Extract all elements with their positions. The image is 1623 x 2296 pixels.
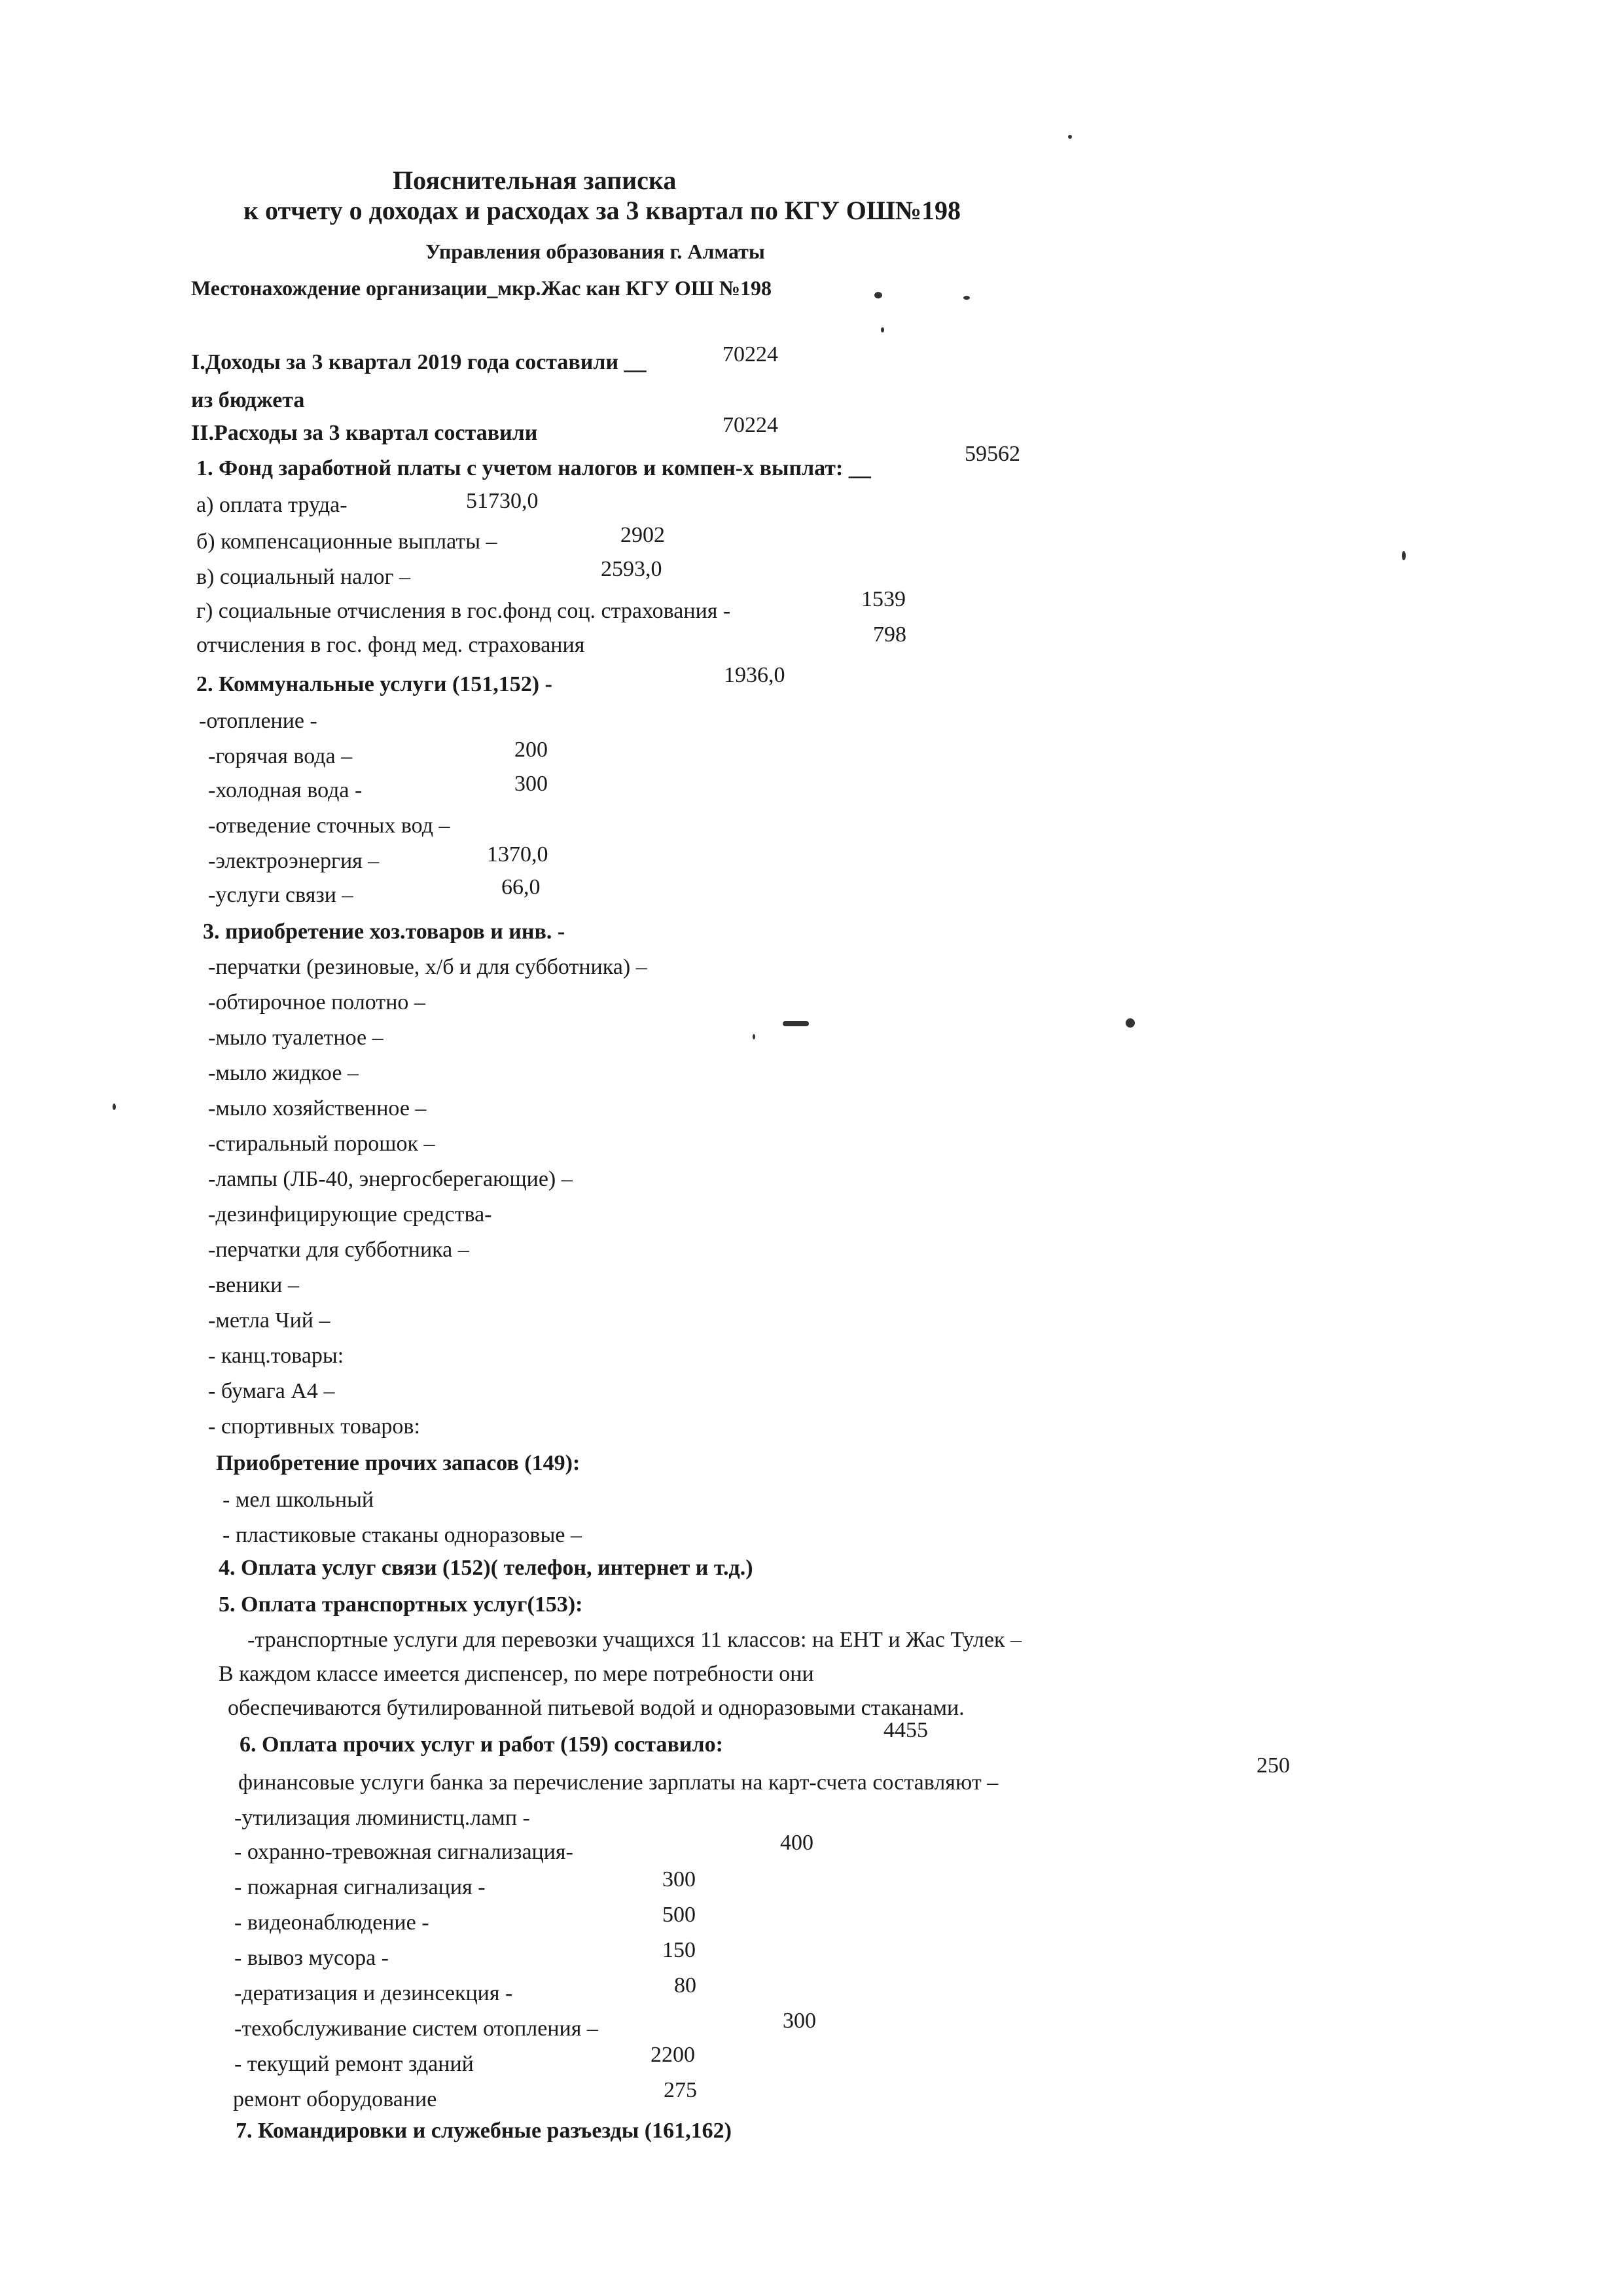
payroll-heading: 1. Фонд заработной платы с учетом налогов и компен-х выплат: __ (196, 456, 871, 480)
other-stock-item: - мел школьный (223, 1488, 374, 1512)
supplies-item: - спортивных товаров: (208, 1414, 420, 1439)
payroll-item-label: б) компенсационные выплаты – (196, 529, 497, 554)
utilities-item-label: -холодная вода - (208, 778, 363, 802)
supplies-item: -мыло туалетное – (208, 1026, 383, 1050)
payroll-item-label: отчисления в гос. фонд мед. страхования (196, 633, 585, 657)
scan-speck (783, 1021, 809, 1026)
payroll-item-label: г) социальные отчисления в гос.фонд соц. страхования - (196, 599, 731, 623)
supplies-heading: 3. приобретение хоз.товаров и инв. - (203, 920, 565, 944)
income-label: I.Доходы за 3 квартал 2019 года составили __ (191, 350, 647, 374)
service-item-label: -дератизация и дезинсекция - (234, 1981, 513, 2005)
document-subtitle: к отчету о доходах и расходах за 3 квартал по КГУ ОШ№198 (243, 196, 961, 225)
utilities-value: 1936,0 (724, 663, 785, 687)
supplies-item: - бумага А4 – (208, 1379, 335, 1403)
service-item-label: - видеонаблюдение - (234, 1910, 429, 1935)
bank-services-label: финансовые услуги банка за перечисление зарплаты на карт-счета составляют – (238, 1770, 999, 1795)
service-item-label: -утилизация люминистц.ламп - (234, 1806, 530, 1830)
other-stock-item: - пластиковые стаканы одноразовые – (223, 1523, 582, 1547)
travel-heading: 7. Командировки и служебные разъезды (161,162) (236, 2119, 732, 2143)
service-item-label: - охранно-тревожная сигнализация- (234, 1840, 573, 1864)
payroll-item-value: 51730,0 (466, 489, 539, 513)
payroll-item-label: а) оплата труда- (196, 493, 348, 517)
utilities-item-label: -отопление - (199, 709, 317, 733)
scan-speck (1126, 1018, 1135, 1028)
utilities-item-label: -отведение сточных вод – (208, 814, 450, 838)
utilities-item-label: -услуги связи – (208, 883, 353, 907)
scan-speck (963, 296, 970, 300)
payroll-item-value: 798 (873, 622, 906, 647)
scan-speck (1402, 551, 1406, 560)
department-name: Управления образования г. Алматы (425, 240, 765, 263)
supplies-item: - канц.товары: (208, 1344, 344, 1368)
scan-speck (874, 292, 882, 298)
transport-heading: 5. Оплата транспортных услуг(153): (219, 1592, 583, 1617)
supplies-item: -лампы (ЛБ-40, энергосберегающие) – (208, 1167, 573, 1191)
scan-speck (881, 327, 884, 332)
supplies-item: -обтирочное полотно – (208, 990, 425, 1014)
bank-services-value: 250 (1257, 1753, 1290, 1778)
transport-line: В каждом классе имеется диспенсер, по мере потребности они (219, 1662, 814, 1686)
scan-speck (113, 1103, 116, 1110)
service-item-label: ремонт оборудование (233, 2087, 437, 2111)
document-title: Пояснительная записка (393, 166, 677, 195)
supplies-item: -перчатки для субботника – (208, 1238, 469, 1262)
income-value: 70224 (722, 342, 778, 367)
service-item-value: 80 (674, 1973, 696, 1998)
communication-heading: 4. Оплата услуг связи (152)( телефон, интернет и т.д.) (219, 1556, 753, 1580)
service-item-label: - вывоз мусора - (234, 1946, 389, 1970)
transport-line: -транспортные услуги для перевозки учащихся 11 классов: на ЕНТ и Жас Тулек – (247, 1628, 1022, 1652)
utilities-item-value: 1370,0 (487, 842, 548, 867)
service-item-value: 500 (662, 1903, 696, 1927)
other-services-value: 4455 (883, 1718, 928, 1742)
service-item-label: - текущий ремонт зданий (234, 2052, 474, 2076)
supplies-item: -веники – (208, 1273, 299, 1297)
expenses-label: II.Расходы за 3 квартал составили (191, 421, 538, 445)
transport-line: обеспечиваются бутилированной питьевой водой и одноразовыми стаканами. (228, 1696, 965, 1720)
payroll-item-value: 2593,0 (601, 557, 662, 581)
scan-speck (1068, 135, 1072, 139)
utilities-item-label: -электроэнергия – (208, 849, 380, 873)
organization-location: Местонахождение организации_мкр.Жас кан КГУ ОШ №198 (191, 276, 772, 300)
supplies-item: -мыло жидкое – (208, 1061, 359, 1085)
supplies-item: -дезинфицирующие средства- (208, 1202, 492, 1227)
service-item-label: - пожарная сигнализация - (234, 1875, 486, 1899)
utilities-item-value: 200 (514, 738, 548, 762)
service-item-label: -техобслуживание систем отопления – (234, 2017, 598, 2041)
service-item-value: 400 (780, 1831, 813, 1855)
payroll-item-label: в) социальный налог – (196, 565, 410, 589)
other-services-heading: 6. Оплата прочих услуг и работ (159) составило: (240, 1732, 723, 1757)
service-item-value: 300 (783, 2009, 816, 2033)
utilities-item-value: 300 (514, 772, 548, 796)
other-stock-heading: Приобретение прочих запасов (149): (216, 1451, 580, 1475)
service-item-value: 2200 (651, 2043, 695, 2067)
utilities-heading: 2. Коммунальные услуги (151,152) - (196, 672, 552, 696)
payroll-value: 59562 (965, 442, 1020, 466)
scan-speck (753, 1034, 755, 1039)
supplies-item: -стиральный порошок – (208, 1132, 435, 1156)
payroll-item-value: 2902 (620, 523, 665, 547)
supplies-item: -перчатки (резиновые, х/б и для субботника) – (208, 955, 647, 979)
supplies-item: -метла Чий – (208, 1308, 330, 1333)
utilities-item-label: -горячая вода – (208, 744, 353, 768)
service-item-value: 275 (664, 2078, 697, 2102)
supplies-item: -мыло хозяйственное – (208, 1096, 427, 1121)
service-item-value: 150 (662, 1938, 696, 1962)
payroll-item-value: 1539 (861, 587, 906, 611)
expenses-value: 70224 (722, 413, 778, 437)
income-source: из бюджета (191, 388, 305, 412)
service-item-value: 300 (662, 1867, 696, 1892)
utilities-item-value: 66,0 (501, 875, 541, 899)
